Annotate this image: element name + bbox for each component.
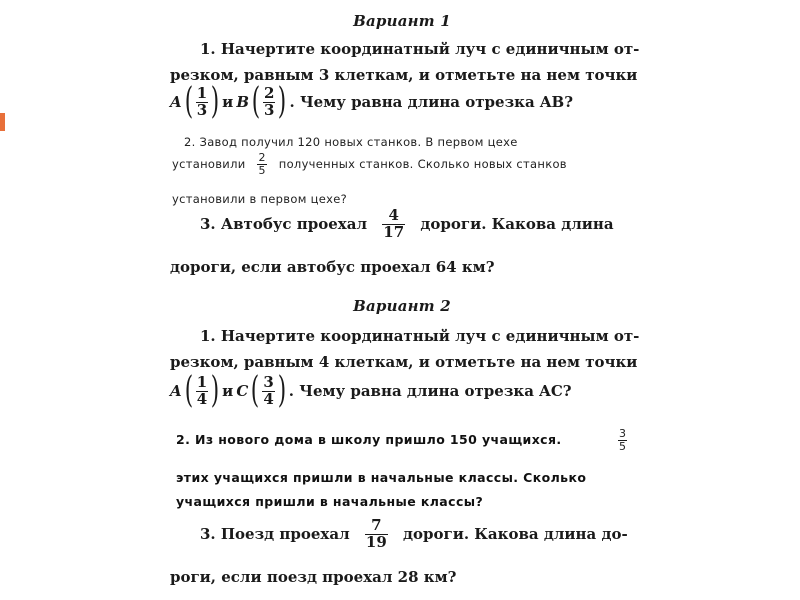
fraction-a: $\frac{1}{4}$ — [196, 372, 208, 408]
v2-task3-fraction: $\frac{7}{19}$ — [365, 516, 387, 551]
point-a-label: A — [170, 382, 182, 400]
v2-task1-question: . Чему равна длина отрезка AC? — [288, 382, 572, 400]
v2-task2-fraction-wrap — [618, 428, 627, 452]
v2-task2-line3: учащихся пришли в начальные классы? — [176, 494, 484, 509]
slide-accent-marker — [0, 113, 5, 131]
v1-task1-question: . Чему равна длина отрезка AB? — [289, 93, 574, 111]
paren-close: ) — [210, 81, 220, 122]
v2-task3-line2: роги, если поезд проехал 28 км? — [170, 568, 457, 586]
fraction-c: $\frac{3}{4}$ — [263, 372, 274, 408]
point-c-label: C — [236, 382, 249, 400]
conjunction: и — [222, 93, 234, 111]
v1-task2-fraction: $\frac{2}{5}$ — [258, 151, 266, 177]
point-b-label: B — [236, 93, 249, 111]
v2-task1-line1: 1. Начертите координатный луч с единичным от- — [200, 327, 640, 345]
worksheet-page — [166, 0, 638, 600]
v2-task2-fraction: $\frac{3}{5}$ — [619, 427, 627, 453]
v1-task3-fraction: $\frac{4}{17}$ — [383, 206, 405, 241]
v1-task3-line2: дороги, если автобус проехал 64 км? — [170, 258, 495, 276]
v1-task1-line2: резком, равным 3 клеткам, и отметьте на нем точки — [170, 66, 638, 84]
v1-task2-line3: установили в первом цехе? — [172, 192, 348, 206]
v1-task1-line3: A( $\frac{1}{3}$ ) и B( $\frac{2}{3}$ ) . Чему равна длина отрезка AB? — [170, 81, 574, 122]
fraction-a: $\frac{1}{3}$ — [196, 83, 208, 119]
v1-task2-line2: установили $\frac{2}{5}$ полученных станков. Сколько новых станков — [172, 151, 567, 177]
paren-open: ( — [184, 81, 193, 122]
v2-task1-line3: A( $\frac{1}{4}$ ) и C( $\frac{3}{4}$ ) . Чему равна длина отрезка AC? — [170, 370, 572, 411]
v2-task3-line1: 3. Поезд проехал $\frac{7}{19}$ дороги. Какова длина до- — [200, 516, 628, 551]
fraction-b: $\frac{2}{3}$ — [264, 83, 275, 119]
v2-task2-line1: 2. Из нового дома в школу пришло 150 учащихся. — [176, 432, 562, 447]
v1-task3-line1: 3. Автобус проехал $\frac{4}{17}$ дороги. Какова длина — [200, 206, 614, 241]
v1-task2-line1: 2. Завод получил 120 новых станков. В первом цехе — [184, 135, 518, 149]
variant-1-title: Вариант 1 — [353, 12, 451, 30]
v1-task1-line1: 1. Начертите координатный луч с единичным от- — [200, 40, 640, 58]
conjunction: и — [222, 382, 234, 400]
variant-2-title: Вариант 2 — [353, 297, 451, 315]
v2-task1-line2: резком, равным 4 клеткам, и отметьте на нем точки — [170, 353, 638, 371]
v2-task2-line2: этих учащихся пришли в начальные классы. Сколько — [176, 470, 587, 485]
point-a-label: A — [170, 93, 182, 111]
